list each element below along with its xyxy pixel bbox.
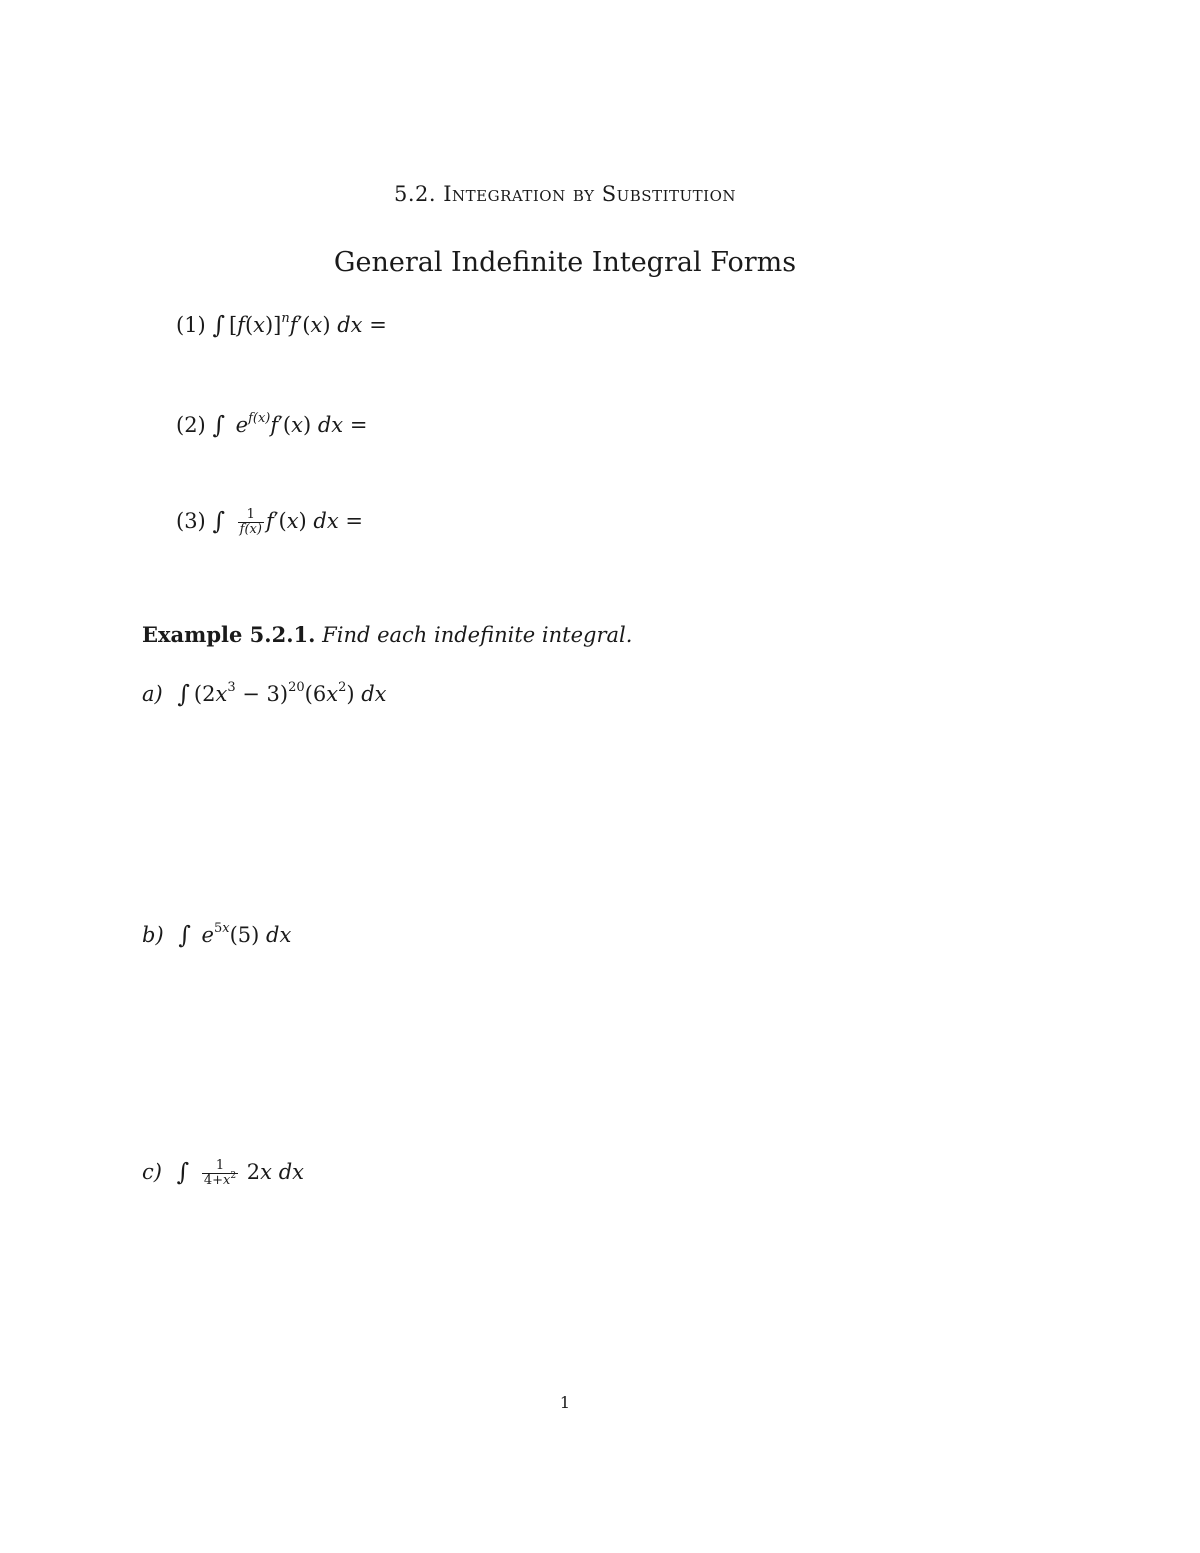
form-3-number: (3) [176,509,206,533]
form-3-expression: ∫ $\frac{1}{f(x)}$ f′(x) dx = [212,506,363,537]
problem-a [142,679,387,707]
problem-c-expression: ∫ $\frac{1}{4+x^2}$ 2x dx [176,1157,304,1188]
page-subtitle: General Indefinite Integral Forms [333,247,797,278]
problem-c [142,1157,304,1188]
problem-b-label: b) [142,923,164,947]
form-3 [176,506,363,537]
example-label: Example 5.2.1. [142,622,316,647]
problem-c-label: c) [142,1160,162,1184]
form-1 [176,310,387,338]
form-2-number: (2) [176,413,206,437]
form-1-expression: ∫ $[f(x)]^nf'(x)$ dx = [212,311,387,339]
problem-a-expression: ∫ $(2x^3 - 3)^{20}(6x^2)$ dx [177,680,387,708]
problem-b-expression: ∫ $e^{5x}(5)$ dx [178,921,292,949]
form-1-number: (1) [176,313,206,337]
problem-a-label: a) [142,682,163,706]
example-heading [142,622,632,647]
page-number: 1 [559,1393,571,1412]
example-instruction: Find each indefinite integral. [322,623,633,647]
form-2 [176,410,367,438]
form-2-expression: ∫ $e^{f(x)}f'(x)$ dx = [212,411,368,439]
section-title: 5.2. Integration by Substitution [393,182,737,206]
problem-b [142,920,291,948]
